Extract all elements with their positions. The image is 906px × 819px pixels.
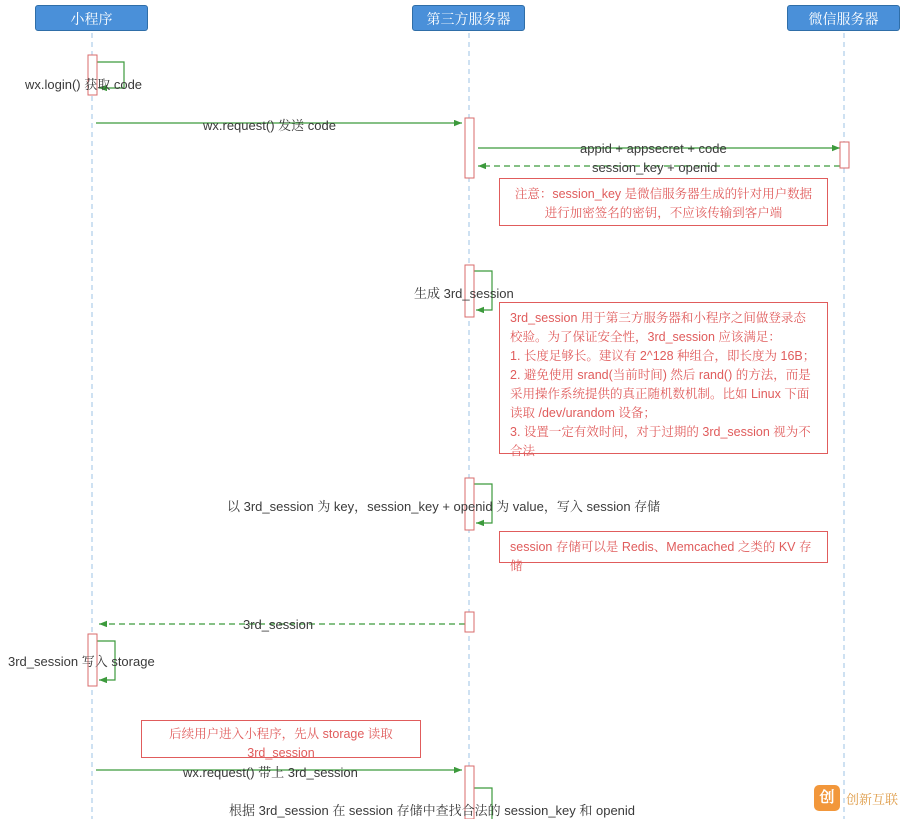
note-line: 读取 /dev/urandom 设备； <box>510 406 656 420</box>
message-label-appid-appsecret-code: appid + appsecret + code <box>580 141 727 156</box>
actor-wechat-server[interactable]: 微信服务器 <box>787 5 900 31</box>
note-line: 合法 <box>510 444 536 458</box>
message-label-write-session-storage: 以 3rd_session 为 key，session_key + openid 为 value，写入 session 存储 <box>227 499 661 514</box>
message-label-3rd-session-return: 3rd_session <box>243 617 314 632</box>
note-line: 3rd_session <box>247 746 315 760</box>
message-label-session-key-openid: session_key + openid <box>592 160 718 175</box>
note-session-storage <box>499 531 828 573</box>
actor-miniprogram[interactable]: 小程序 <box>35 5 148 31</box>
message-label-wx-login: wx.login() 获取 code <box>25 77 143 92</box>
note-storage-read <box>141 720 421 758</box>
note-line: session 存储可以是 Redis、Memcached 之类的 KV 存储 <box>510 540 812 573</box>
note-session-key <box>499 178 828 226</box>
note-line: 校验。为了保证安全性，3rd_session 应该满足： <box>510 330 781 344</box>
note-line: 2. 避免使用 srand(当前时间) 然后 rand() 的方法，而是 <box>510 368 811 382</box>
actor-third-party-server[interactable]: 第三方服务器 <box>412 5 525 31</box>
note-line: 采用操作系统提供的真正随机数机制。比如 Linux 下面 <box>510 387 810 401</box>
message-label-request-with-3rd-session: wx.request() 带上 3rd_session <box>183 765 358 780</box>
note-3rd-session <box>499 302 828 458</box>
note-line: 进行加密签名的密钥，不应该传输到客户端 <box>544 206 783 220</box>
note-line: 3rd_session 用于第三方服务器和小程序之间做登录态 <box>510 311 806 325</box>
note-line: 1. 长度足够长。建议有 2^128 种组合，即长度为 16B； <box>510 349 816 363</box>
watermark-text: 创新互联 <box>845 791 898 807</box>
message-label-lookup-session: 根据 3rd_session 在 session 存储中查找合法的 session_key 和 openid <box>229 803 636 818</box>
note-line: 后续用户进入小程序，先从 storage 读取 <box>169 727 393 741</box>
message-label-generate-3rd-session: 生成 3rd_session <box>414 286 514 301</box>
message-label-send-code: wx.request() 发送 code <box>203 118 336 133</box>
message-label-3rd-session-write-storage: 3rd_session 写入 storage <box>8 654 155 669</box>
note-line: 3. 设置一定有效时间，对于过期的 3rd_session 视为不 <box>510 425 811 439</box>
watermark <box>814 785 898 811</box>
note-line: 注意：session_key 是微信服务器生成的针对用户数据 <box>514 187 813 201</box>
watermark-logo-icon: 创 <box>814 785 840 811</box>
